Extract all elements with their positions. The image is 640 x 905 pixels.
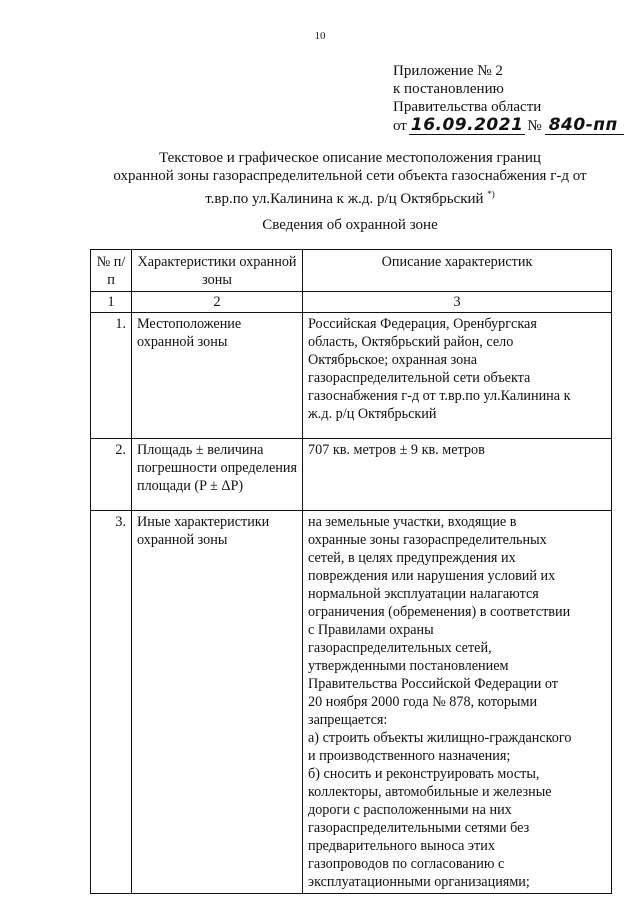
table-row: [91, 439, 612, 511]
title-line-2: охранной зоны газораспределительной сети объекта газоснабжения г-д от: [113, 168, 587, 184]
description-line: дороги с расположенными на них: [308, 802, 512, 818]
table-row: [91, 511, 612, 894]
appendix-block: [393, 62, 624, 135]
appendix-line-2: к постановлению: [393, 81, 504, 97]
description-line: газопроводов по согласованию с: [308, 856, 505, 872]
description-line: нормальной эксплуатации налагаются: [308, 586, 539, 602]
description-line: коллекторы, автомобильные и железные: [308, 784, 552, 800]
row-number: 1.: [91, 313, 132, 439]
title-line-3: [90, 185, 610, 208]
description-line: с Правилами охраны: [308, 622, 434, 638]
row-characteristic: Местоположение охранной зоны: [132, 313, 303, 439]
description-line: газораспределительных сетей,: [308, 640, 492, 656]
description-line: и производственного назначения;: [308, 748, 511, 764]
header-description: [303, 250, 612, 292]
header-characteristics-label: Характеристики охранной зоны: [137, 254, 297, 288]
handwritten-number: 840-пп: [545, 116, 624, 135]
date-prefix: от: [393, 118, 407, 134]
description-line: утвержденными постановлением: [308, 658, 509, 674]
appendix-line-3: Правительства области: [393, 99, 542, 115]
document-title: [90, 149, 610, 208]
description-line: сетей, в целях предупреждения их: [308, 550, 516, 566]
description-line: газораспределительной сети объекта: [308, 370, 531, 386]
row-characteristic: Иные характеристики охранной зоны: [132, 511, 303, 894]
description-line: Российская Федерация, Оренбургская: [308, 316, 537, 332]
description-line: Октябрьское; охранная зона: [308, 352, 478, 368]
description-line: запрещается:: [308, 712, 388, 728]
row-description: [303, 313, 612, 439]
description-line: Правительства Российской Федерации от: [308, 676, 558, 692]
header-description-label: Описание характеристик: [381, 254, 533, 270]
description-line: 20 ноября 2000 года № 878, которыми: [308, 694, 538, 710]
row-number: 2.: [91, 439, 132, 511]
description-line: предварительного выноса этих: [308, 838, 495, 854]
description-line: б) сносить и реконструировать мосты,: [308, 766, 540, 782]
handwritten-date: 16.09.2021: [410, 115, 524, 135]
description-line: 707 кв. метров ± 9 кв. метров: [308, 442, 485, 458]
description-line: охранные зоны газораспределительных: [308, 532, 547, 548]
number-prefix: №: [527, 118, 542, 134]
description-line: ограничения (обременения) в соответствии: [308, 604, 571, 620]
row-characteristic: Площадь ± величина погрешности определения площади (P ± ΔP): [132, 439, 303, 511]
description-line: на земельные участки, входящие в: [308, 514, 517, 530]
description-line: а) строить объекты жилищно-гражданского: [308, 730, 572, 746]
table-index-row: [91, 292, 612, 313]
title-line-3-text: т.вр.по ул.Калинина к ж.д. р/ц Октябрьский: [205, 191, 484, 207]
header-number-label: № п/п: [96, 254, 126, 288]
index-cell-2: 2: [132, 292, 303, 313]
appendix-date-line: [393, 116, 624, 135]
row-description: [303, 439, 612, 511]
header-number: [91, 250, 132, 292]
page-number: 10: [314, 30, 326, 42]
title-line-1: Текстовое и графическое описание местоположения границ: [159, 150, 541, 166]
footnote-mark: *): [487, 189, 495, 199]
table-header-row: [91, 250, 612, 292]
section-subtitle: Сведения об охранной зоне: [262, 217, 438, 233]
appendix-line-1: Приложение № 2: [393, 63, 503, 79]
description-line: газораспределительными сетями без: [308, 820, 530, 836]
description-line: область, Октябрьский район, село: [308, 334, 514, 350]
index-cell-3: 3: [303, 292, 612, 313]
table-row: [91, 313, 612, 439]
header-characteristics: [132, 250, 303, 292]
description-line: ж.д. р/ц Октябрьский: [308, 406, 437, 422]
row-number: 3.: [91, 511, 132, 894]
zone-table: [90, 249, 612, 894]
description-line: повреждения или нарушения условий их: [308, 568, 556, 584]
row-description: [303, 511, 612, 894]
description-line: эксплуатационными организациями;: [308, 874, 530, 890]
index-cell-1: 1: [91, 292, 132, 313]
description-line: газоснабжения г-д от т.вр.по ул.Калинина к: [308, 388, 571, 404]
